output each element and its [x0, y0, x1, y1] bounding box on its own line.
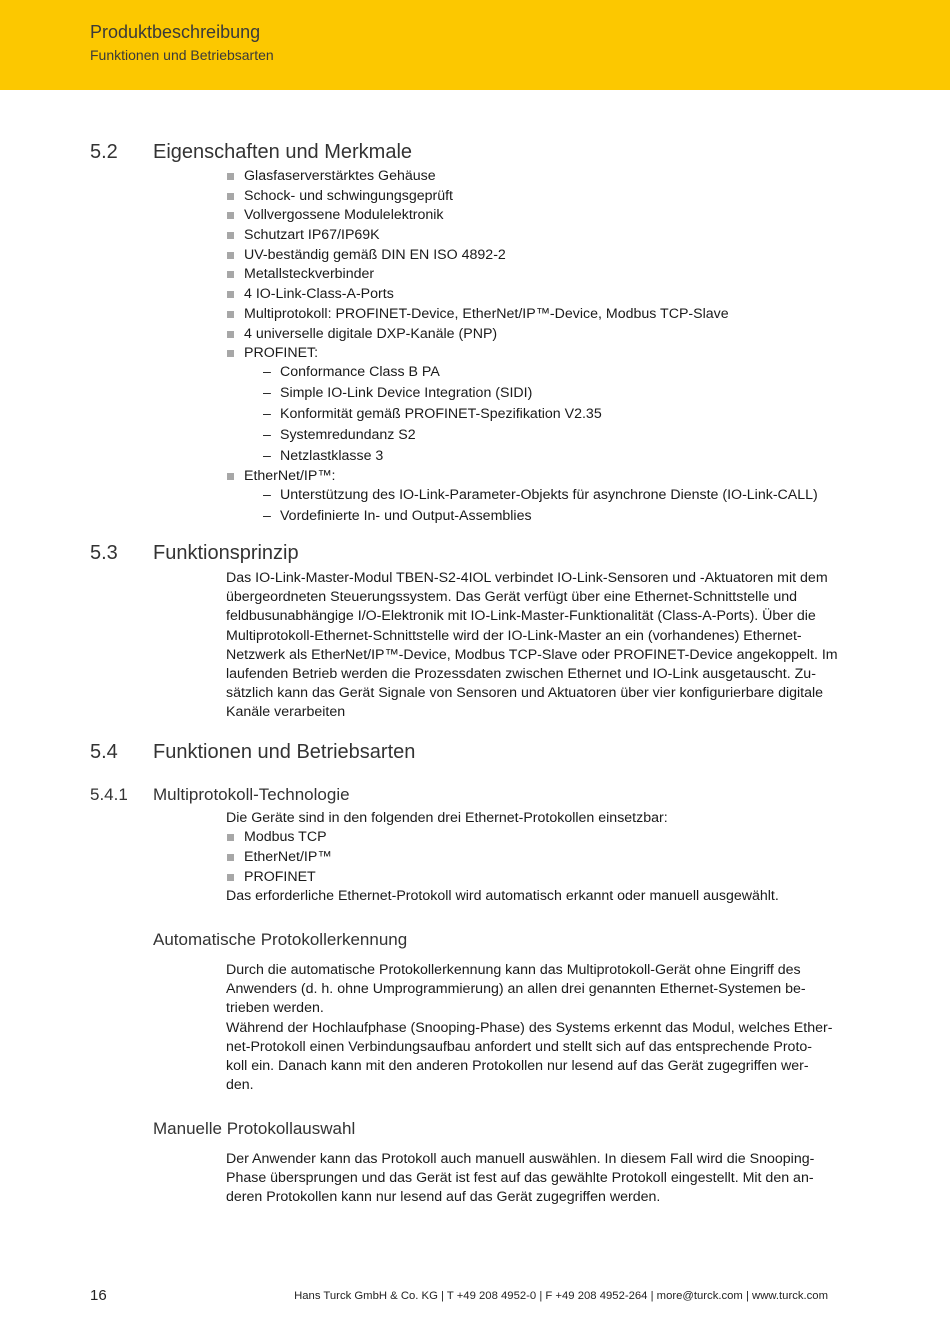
bullet-square-icon [227, 473, 234, 480]
list-item: Schutzart IP67/IP69K [226, 226, 866, 246]
text-line: deren Protokollen kann nur lesend auf das Gerät zugegriffen werden. [226, 1189, 661, 1206]
text-line: Netzwerk als EtherNet/IP™-Device, Modbus TCP-Slave oder PROFINET-Device angekoppelt. Im [226, 646, 838, 663]
text-line: Der Anwender kann das Protokoll auch manuell auswählen. In diesem Fall wird die Snooping- [226, 1151, 815, 1167]
list-item: 4 universelle digitale DXP-Kanäle (PNP) [226, 325, 866, 345]
dash-icon: – [263, 427, 271, 444]
text-line: laufenden Betrieb werden die Prozessdaten zwischen Ethernet und IO-Link ausgetauscht. Zu- [226, 666, 816, 683]
bullet-square-icon [227, 350, 234, 357]
section-title: Funktionsprinzip [153, 542, 299, 564]
list-item: UV-beständig gemäß DIN EN ISO 4892-2 [226, 246, 866, 266]
bullet-square-icon [227, 173, 234, 180]
dash-icon: – [263, 487, 271, 504]
text-line: den. [226, 1077, 254, 1094]
sublist-item: – Systemredundanz S2 [226, 425, 866, 446]
text-line: trieben werden. [226, 1000, 324, 1017]
list-item: Modbus TCP [226, 828, 866, 848]
dash-icon: – [263, 406, 271, 423]
multiprotokoll-text [226, 809, 866, 906]
sublist-item: – Simple IO-Link Device Integration (SIDI) [226, 383, 866, 404]
bullet-square-icon [227, 291, 234, 298]
sublist-item: – Netzlastklasse 3 [226, 446, 866, 467]
section-number: 5.3 [90, 542, 118, 564]
list-item: 4 IO-Link-Class-A-Ports [226, 285, 866, 305]
bullet-square-icon [227, 193, 234, 200]
text-line: koll ein. Danach kann mit den anderen Protokollen nur lesend auf das Gerät zugegriffen wer- [226, 1058, 809, 1075]
funktionsprinzip-text [226, 569, 866, 723]
text-line: Kanäle verarbeiten [226, 704, 346, 721]
dash-icon: – [263, 508, 271, 525]
text-line: feldbusunabhängige I/O-Elektronik mit IO-Link-Master-Funktionalität (Class-A-Ports). Über die [226, 608, 816, 625]
text-line: übergeordneten Steuerungssystem. Das Gerät verfügt über eine Ethernet-Schnittstelle und [226, 589, 797, 606]
list-item: PROFINET [226, 868, 866, 888]
footer-contact: Hans Turck GmbH & Co. KG | T +49 208 4952-0 | F +49 208 4952-264 | more@turck.com | www.turck.com [294, 1290, 828, 1302]
bullet-square-icon [227, 854, 234, 861]
bullet-square-icon [227, 252, 234, 259]
header-subtitle: Funktionen und Betriebsarten [90, 47, 274, 63]
bullet-square-icon [227, 834, 234, 841]
sublist-item: – Conformance Class B PA [226, 362, 866, 383]
list-item: EtherNet/IP™ [226, 848, 866, 868]
features-list-block [226, 167, 866, 527]
section-title: Multiprotokoll-Technologie [153, 785, 350, 804]
manual-selection-text [226, 1150, 866, 1208]
auto-detection-text [226, 961, 866, 1095]
section-number: 5.2 [90, 141, 118, 163]
dash-icon: – [263, 364, 271, 381]
bullet-square-icon [227, 311, 234, 318]
list-item: Vollvergossene Modulelektronik [226, 206, 866, 226]
text-line: Multiprotokoll-Ethernet-Schnittstelle wird der IO-Link-Master an ein (vorhandenes) Ethernet- [226, 627, 802, 644]
bullet-square-icon [227, 232, 234, 239]
list-item: Multiprotokoll: PROFINET-Device, EtherNet/IP™-Device, Modbus TCP-Slave [226, 305, 866, 325]
bullet-square-icon [227, 212, 234, 219]
section-number: 5.4 [90, 741, 118, 763]
sublist-item: – Konformität gemäß PROFINET-Spezifikation V2.35 [226, 404, 866, 425]
bullet-square-icon [227, 271, 234, 278]
sublist-item: – Vordefinierte In- und Output-Assemblies [226, 506, 866, 527]
sublist-item: – Unterstützung des IO-Link-Parameter-Objekts für asynchrone Dienste (IO-Link-CALL) [226, 485, 866, 506]
text-line: net-Protokoll einen Verbindungsaufbau anfordert und stellt sich auf das entsprechende Proto- [226, 1038, 813, 1055]
text-line: Phase übersprungen und das Gerät ist fest auf das gewählte Protokoll eingestellt. Mit den an- [226, 1170, 814, 1187]
header-title: Produktbeschreibung [90, 22, 261, 42]
intro-text: Die Geräte sind in den folgenden drei Ethernet-Protokollen einsetzbar: [226, 810, 668, 826]
subheading-auto-detection: Automatische Protokollerkennung [153, 930, 408, 949]
text-line: sätzlich kann das Gerät Signale von Sensoren und Aktuatoren über vier konfigurierbare digitale [226, 685, 824, 702]
subheading-manual-selection: Manuelle Protokollauswahl [153, 1119, 356, 1138]
list-item-ethernetip: EtherNet/IP™: [226, 467, 866, 485]
profinet-sublist [226, 362, 866, 467]
text-line: Während der Hochlaufphase (Snooping-Phase) des Systems erkennt das Modul, welches Ether- [226, 1019, 833, 1036]
text-line: Das IO-Link-Master-Modul TBEN-S2-4IOL verbindet IO-Link-Sensoren und -Aktuatoren mit dem [226, 570, 828, 586]
list-item: Metallsteckverbinder [226, 265, 866, 285]
bullet-square-icon [227, 331, 234, 338]
page-number: 16 [90, 1287, 107, 1304]
text-line: Durch die automatische Protokollerkennung kann das Multiprotokoll-Gerät ohne Eingriff des [226, 962, 801, 978]
page-header [0, 0, 950, 90]
section-title: Funktionen und Betriebsarten [153, 741, 416, 763]
list-item: Schock- und schwingungsgeprüft [226, 187, 866, 207]
section-title: Eigenschaften und Merkmale [153, 141, 413, 163]
text-line: Anwenders (d. h. ohne Umprogrammierung) an allen drei genannten Ethernet-Systemen be- [226, 981, 806, 998]
dash-icon: – [263, 385, 271, 402]
section-number: 5.4.1 [90, 785, 128, 804]
features-list [226, 167, 866, 362]
outro-text: Das erforderliche Ethernet-Protokoll wird automatisch erkannt oder manuell ausgewählt. [226, 888, 779, 905]
ethernetip-sublist [226, 485, 866, 527]
bullet-square-icon [227, 874, 234, 881]
protocol-list [226, 828, 866, 887]
ethernetip-list [226, 467, 866, 485]
list-item: Glasfaserverstärktes Gehäuse [226, 167, 866, 187]
list-item-profinet: PROFINET: [226, 344, 866, 362]
dash-icon: – [263, 448, 271, 465]
